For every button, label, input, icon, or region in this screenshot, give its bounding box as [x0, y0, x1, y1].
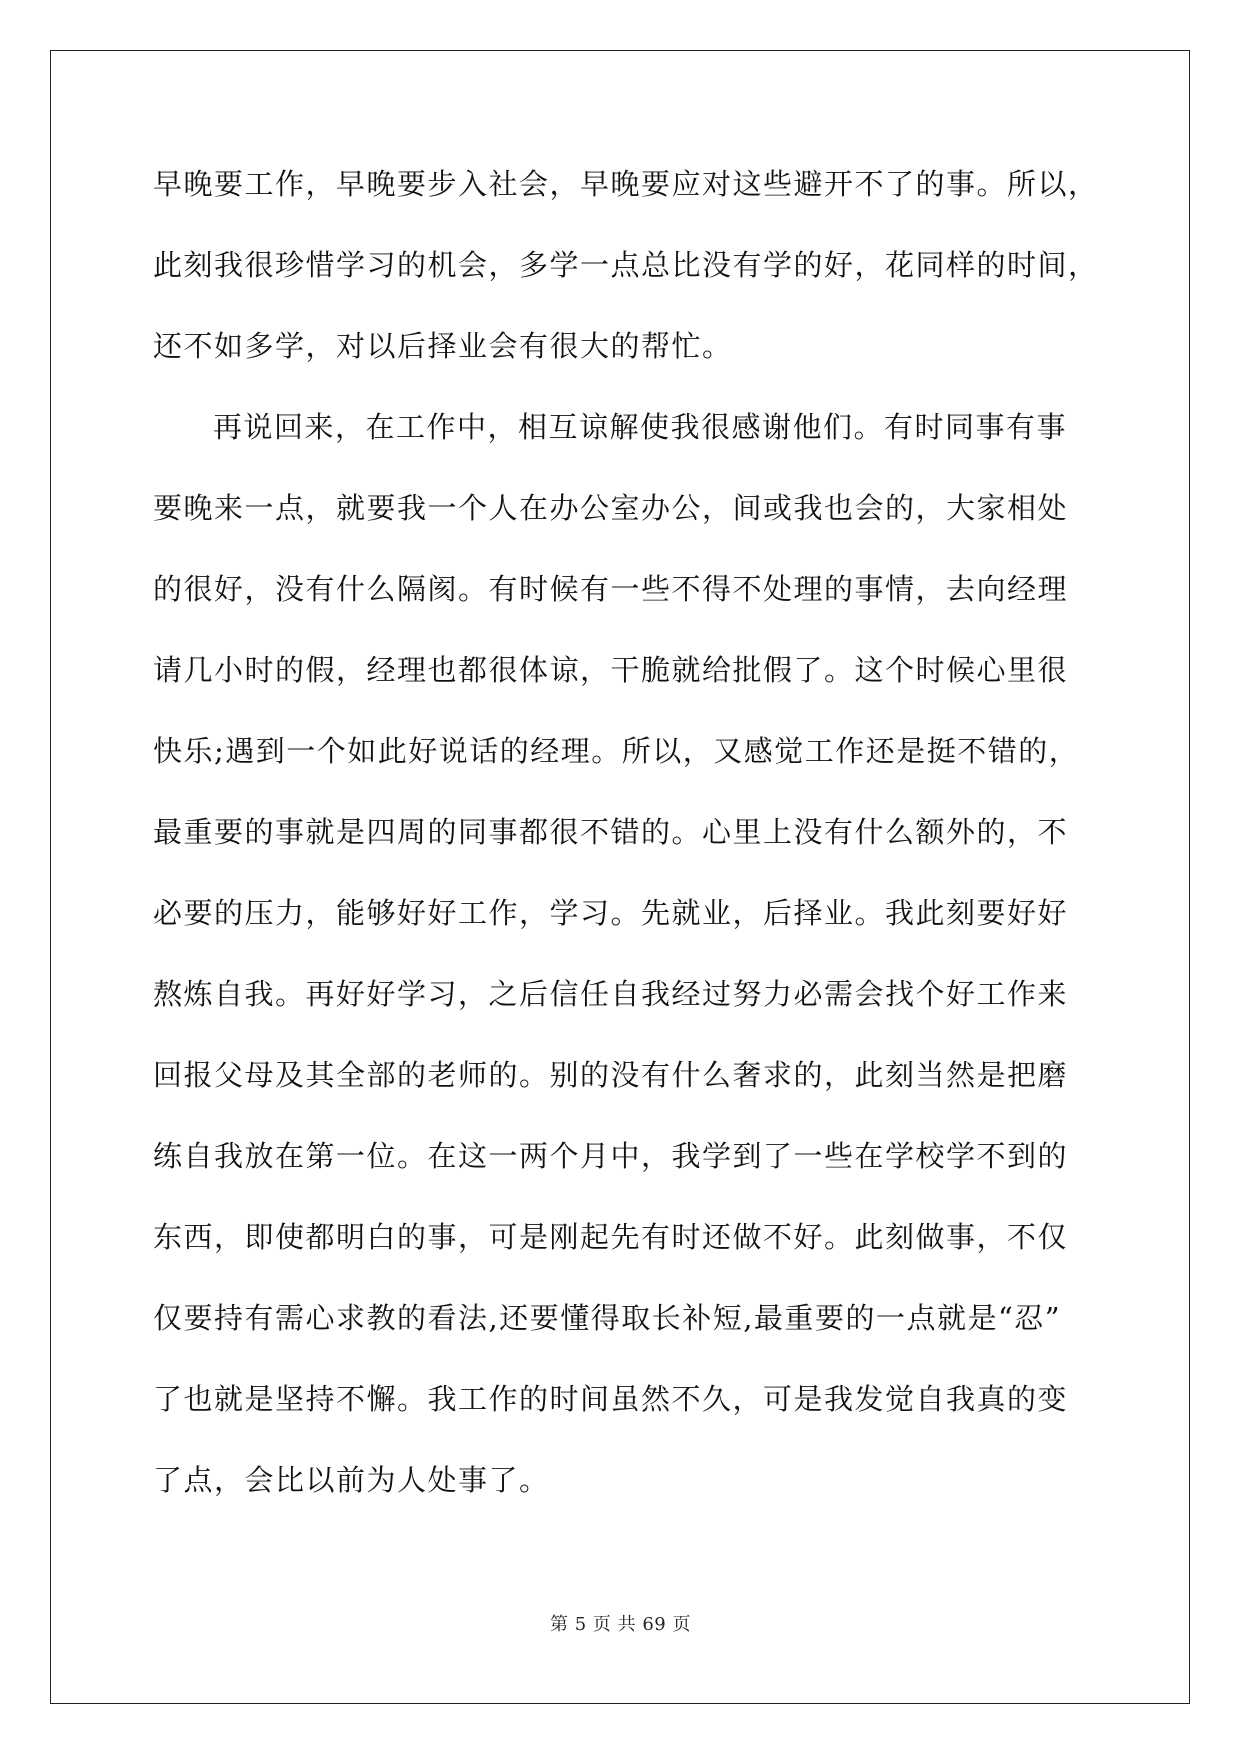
text-line: 最重要的事就是四周的同事都很不错的。心里上没有什么额外的，不 [153, 815, 1069, 849]
text-line: 了点，会比以前为人处事了。 [153, 1463, 550, 1497]
text-line: 快乐;遇到一个如此好说话的经理。所以，又感觉工作还是挺不错的， [153, 734, 1080, 768]
text-line: 练自我放在第一位。在这一两个月中，我学到了一些在学校学不到的 [153, 1139, 1069, 1173]
text-line: 必要的压力，能够好好工作，学习。先就业，后择业。我此刻要好好 [153, 896, 1069, 930]
text-line: 还不如多学，对以后择业会有很大的帮忙。 [153, 329, 733, 363]
page-number-footer: 第 5 页 共 69 页 [550, 1614, 691, 1635]
text-line: 仅要持有需心求教的看法,还要懂得取长补短,最重要的一点就是“忍” [153, 1301, 1062, 1335]
text-line: 东西，即使都明白的事，可是刚起先有时还做不好。此刻做事，不仅 [153, 1220, 1069, 1254]
text-line: 请几小时的假，经理也都很体谅，干脆就给批假了。这个时候心里很 [153, 653, 1069, 687]
text-line: 此刻我很珍惜学习的机会，多学一点总比没有学的好，花同样的时间， [153, 248, 1099, 282]
document-body [153, 165, 1099, 1542]
paragraph-start-line: 再说回来，在工作中，相互谅解使我很感谢他们。有时同事有事 [213, 410, 1068, 444]
text-line: 早晚要工作，早晚要步入社会，早晚要应对这些避开不了的事。所以， [153, 167, 1099, 201]
text-line: 了也就是坚持不懈。我工作的时间虽然不久，可是我发觉自我真的变 [153, 1382, 1069, 1416]
text-line: 的很好，没有什么隔阂。有时候有一些不得不处理的事情，去向经理 [153, 572, 1069, 606]
text-line: 要晚来一点，就要我一个人在办公室办公，间或我也会的，大家相处 [153, 491, 1069, 525]
text-line: 回报父母及其全部的老师的。别的没有什么奢求的，此刻当然是把磨 [153, 1058, 1069, 1092]
text-line: 熬炼自我。再好好学习，之后信任自我经过努力必需会找个好工作来 [153, 977, 1069, 1011]
